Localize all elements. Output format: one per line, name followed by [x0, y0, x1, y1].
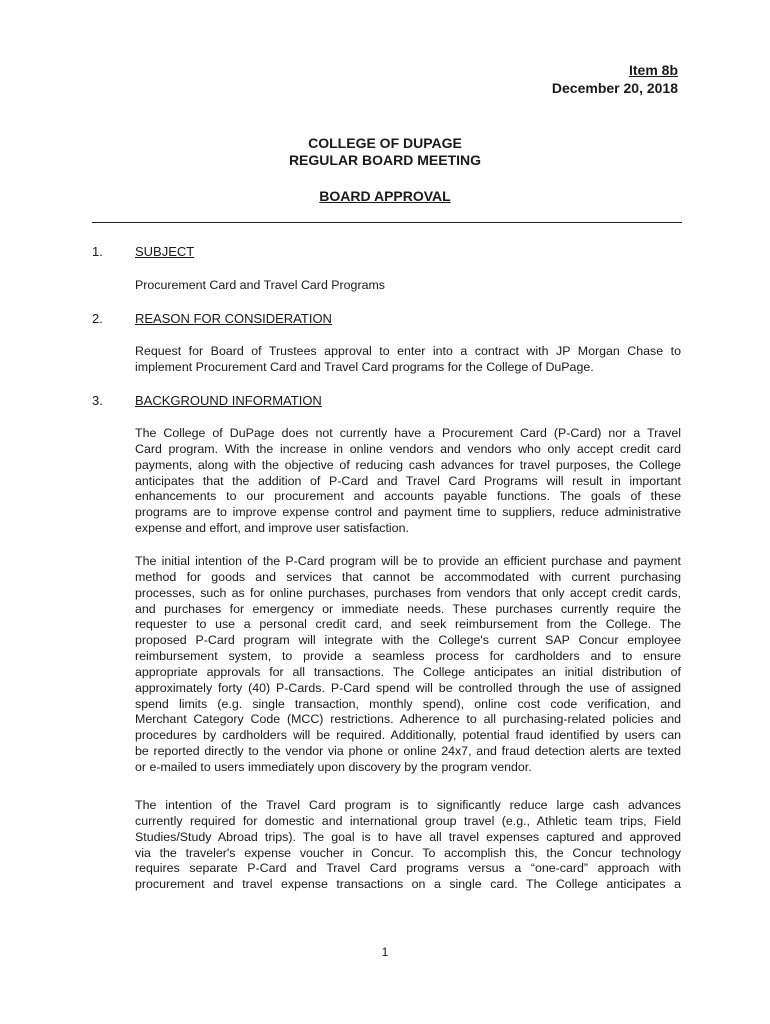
approval-title: BOARD APPROVAL	[319, 188, 451, 204]
page-number: 1	[381, 945, 389, 959]
text-line: approximately forty (40) P-Cards. P-Card spend will be controlled through the use of assigned	[135, 680, 681, 695]
background-paragraph-1	[135, 426, 681, 537]
text-line: expense and effort, and improve user satisfaction.	[135, 521, 409, 536]
subject-text: Procurement Card and Travel Card Programs	[135, 278, 385, 292]
section-heading-background: BACKGROUND INFORMATION	[135, 393, 322, 408]
text-line: requires separate P-Card and Travel Card programs versus a “one-card” approach with	[135, 861, 681, 876]
text-line: The initial intention of the P-Card program will be to provide an efficient purchase and payment	[135, 554, 681, 568]
section-heading-subject: SUBJECT	[135, 244, 195, 259]
text-line: method for goods and services that cannot be accommodated with current purchasing	[135, 569, 681, 584]
text-line: procedures by cardholders will be required. Additionally, potential fraud identified by users can	[135, 728, 681, 743]
text-line: The College of DuPage does not currently have a Procurement Card (P-Card) nor a Travel	[135, 426, 681, 440]
section-number: 1.	[92, 244, 103, 259]
text-line: spend limits (e.g. single transaction, monthly spend), online cost code verification, and	[135, 696, 681, 711]
text-line: anticipates that the addition of P-Card and Travel Card Programs will result in important	[135, 473, 681, 488]
reason-paragraph	[135, 344, 681, 376]
text-line: currently required for domestic and international group travel (e.g., Athletic team trips, Field	[135, 813, 681, 828]
section-number: 3.	[92, 393, 103, 408]
text-line: be reported directly to the vendor via phone or online 24x7, and fraud detection alerts are texted	[135, 744, 681, 759]
text-line: proposed P-Card program will integrate with the College's current SAP Concur employee	[135, 633, 681, 648]
background-paragraph-2	[135, 554, 681, 776]
text-line: via the traveler's expense voucher in Concur. To accomplish this, the Concur technology	[135, 845, 681, 860]
text-line: payments, along with the objective of reducing cash advances for travel purposes, the College	[135, 457, 681, 472]
text-line: Merchant Category Code (MCC) restrictions. Adherence to all purchasing-related policies and	[135, 712, 681, 727]
text-line: procurement and travel expense transactions on a single card. The College anticipates a	[135, 877, 681, 892]
text-line: processes, such as for online purchases, purchases from vendors that only accept credit cards,	[135, 585, 681, 600]
section-heading-reason: REASON FOR CONSIDERATION	[135, 311, 332, 326]
meeting-title: REGULAR BOARD MEETING	[288, 152, 482, 168]
text-line: programs are to improve expense control and payment time to suppliers, reduce administrative	[135, 505, 681, 520]
text-line: enhancements to our procurement and accounts payable functions. The goals of these	[135, 489, 681, 504]
text-line: appropriate approvals for all transactions. The College anticipates an initial distribution of	[135, 664, 681, 679]
item-number: Item 8b	[628, 62, 678, 78]
text-line: requester to use a personal credit card, and seek reimbursement from the College. The	[135, 617, 681, 632]
text-line: implement Procurement Card and Travel Card programs for the College of DuPage.	[135, 359, 594, 374]
meeting-date: December 20, 2018	[551, 80, 678, 96]
background-paragraph-3	[135, 798, 681, 893]
text-line: or e-mailed to users immediately upon discovery by the program vendor.	[135, 759, 532, 774]
section-number: 2.	[92, 311, 103, 326]
text-line: reimbursement system, to provide a seamless process for cardholders and to ensure	[135, 649, 681, 664]
text-line: Studies/Study Abroad trips). The goal is to have all travel expenses captured and approved	[135, 829, 681, 844]
text-line: The intention of the Travel Card program is to significantly reduce large cash advances	[135, 798, 681, 812]
text-line: and purchases for emergency or immediate needs. These purchases currently require the	[135, 601, 681, 616]
header-divider	[92, 222, 682, 223]
institution-title: COLLEGE OF DUPAGE	[308, 135, 462, 151]
text-line: Card program. With the increase in online vendors and vendors who only accept credit card	[135, 441, 681, 456]
text-line: Request for Board of Trustees approval to enter into a contract with JP Morgan Chase to	[135, 344, 681, 358]
